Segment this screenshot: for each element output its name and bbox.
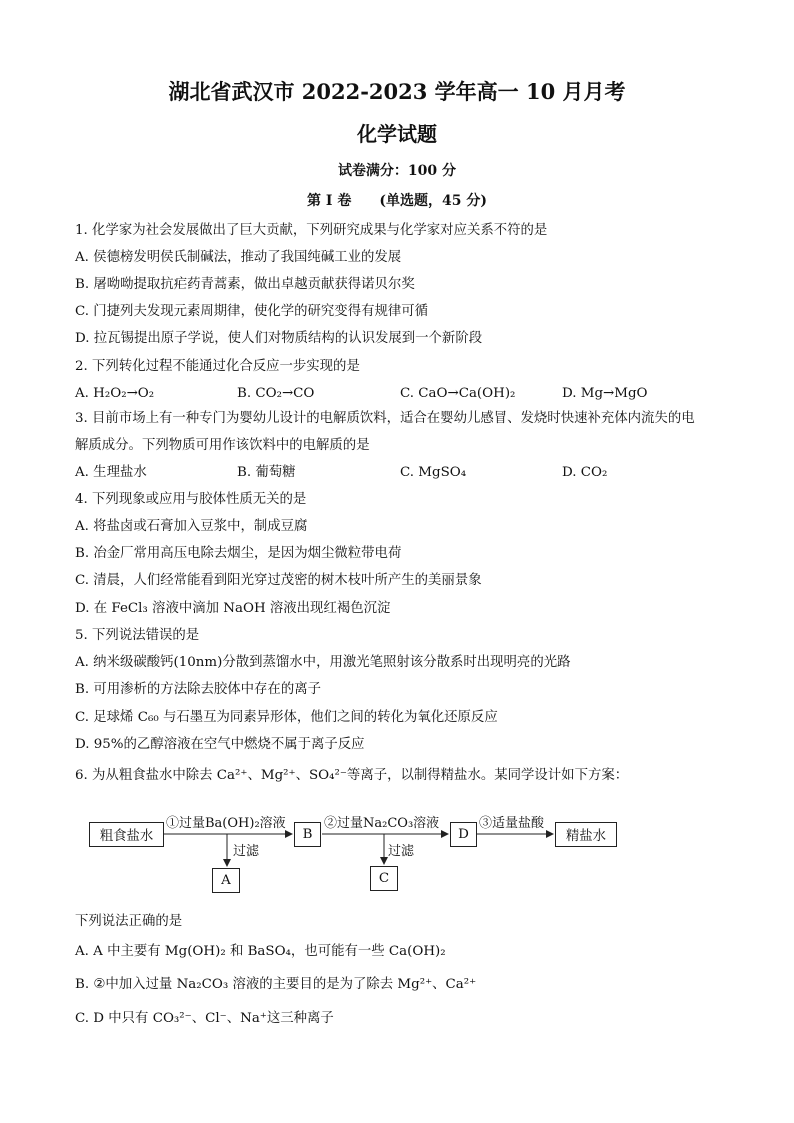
flow-label-step3: ③适量盐酸 [479, 816, 545, 831]
box-d: D [450, 822, 477, 847]
q6-stem: 6. 为从粗食盐水中除去 Ca²⁺、Mg²⁺、SO₄²⁻等离子，以制得精盐水。某同学设计如下方案： [75, 768, 629, 783]
q5-option-a: A. 纳米级碳酸钙(10nm)分散到蒸馏水中，用激光笔照射该分散系时出现明亮的光路 [75, 655, 571, 670]
exam-title: 湖北省武汉市 2022-2023 学年高一 10 月月考 [168, 79, 626, 104]
section-heading: 第 I 卷 (单选题，45 分) [307, 193, 487, 209]
q3-stem-line1: 3. 目前市场上有一种专门为婴幼儿设计的电解质饮料，适合在婴幼儿感冒、发烧时快速补充体内流失的电 [75, 411, 695, 426]
q6-option-c: C. D 中只有 CO₃²⁻、Cl⁻、Na⁺这三种离子 [75, 1011, 334, 1026]
q1-option-a: A. 侯德榜发明侯氏制碱法，推动了我国纯碱工业的发展 [75, 250, 402, 265]
q4-option-d: D. 在 FeCl₃ 溶液中滴加 NaOH 溶液出现红褐色沉淀 [75, 601, 391, 616]
q6-option-a: A. A 中主要有 Mg(OH)₂ 和 BaSO₄，也可能有一些 Ca(OH)₂ [75, 944, 446, 959]
q3-option-c: C. MgSO₄ [400, 465, 467, 480]
box-c: C [370, 866, 398, 891]
flow-label-step1: ①过量Ba(OH)₂溶液 [166, 816, 286, 831]
box-pure-brine: 精盐水 [555, 822, 617, 847]
q4-stem: 4. 下列现象或应用与胶体性质无关的是 [75, 492, 307, 507]
q1-option-c: C. 门捷列夫发现元素周期律，使化学的研究变得有规律可循 [75, 304, 429, 319]
q5-option-d: D. 95%的乙醇溶液在空气中燃烧不属于离子反应 [75, 737, 365, 752]
q2-option-b: B. CO₂→CO [237, 386, 315, 401]
q3-stem-line2: 解质成分。下列物质可用作该饮料中的电解质的是 [75, 438, 370, 453]
box-crude-brine: 粗食盐水 [89, 822, 164, 847]
subject-title: 化学试题 [357, 122, 437, 146]
q4-option-b: B. 冶金厂常用高压电除去烟尘，是因为烟尘微粒带电荷 [75, 546, 402, 561]
score-line: 试卷满分：100 分 [337, 163, 457, 179]
q1-option-b: B. 屠呦呦提取抗疟药青蒿素，做出卓越贡献获得诺贝尔奖 [75, 277, 415, 292]
q6-option-b: B. ②中加入过量 Na₂CO₃ 溶液的主要目的是为了除去 Mg²⁺、Ca²⁺ [75, 977, 477, 992]
q2-option-d: D. Mg→MgO [562, 386, 648, 401]
flow-label-step2: ②过量Na₂CO₃溶液 [324, 816, 440, 831]
box-a: A [212, 868, 240, 893]
q4-option-c: C. 清晨，人们经常能看到阳光穿过茂密的树木枝叶所产生的美丽景象 [75, 573, 482, 588]
q3-option-a: A. 生理盐水 [75, 465, 147, 480]
q3-option-d: D. CO₂ [562, 465, 608, 480]
q6-question: 下列说法正确的是 [75, 914, 183, 929]
flow-label-filter2: 过滤 [388, 844, 415, 859]
q3-option-b: B. 葡萄糖 [237, 465, 296, 480]
box-b: B [294, 822, 321, 847]
q2-option-a: A. H₂O₂→O₂ [75, 386, 155, 401]
q2-option-c: C. CaO→Ca(OH)₂ [400, 386, 516, 401]
q5-option-c: C. 足球烯 C₆₀ 与石墨互为同素异形体，他们之间的转化为氧化还原反应 [75, 710, 498, 725]
q1-stem: 1. 化学家为社会发展做出了巨大贡献，下列研究成果与化学家对应关系不符的是 [75, 223, 548, 238]
q1-option-d: D. 拉瓦锡提出原子学说，使人们对物质结构的认识发展到一个新阶段 [75, 331, 483, 346]
q5-option-b: B. 可用渗析的方法除去胶体中存在的离子 [75, 682, 321, 697]
q5-stem: 5. 下列说法错误的是 [75, 628, 200, 643]
q4-option-a: A. 将盐卤或石膏加入豆浆中，制成豆腐 [75, 519, 308, 534]
q2-stem: 2. 下列转化过程不能通过化合反应一步实现的是 [75, 359, 360, 374]
flow-label-filter1: 过滤 [233, 844, 260, 859]
